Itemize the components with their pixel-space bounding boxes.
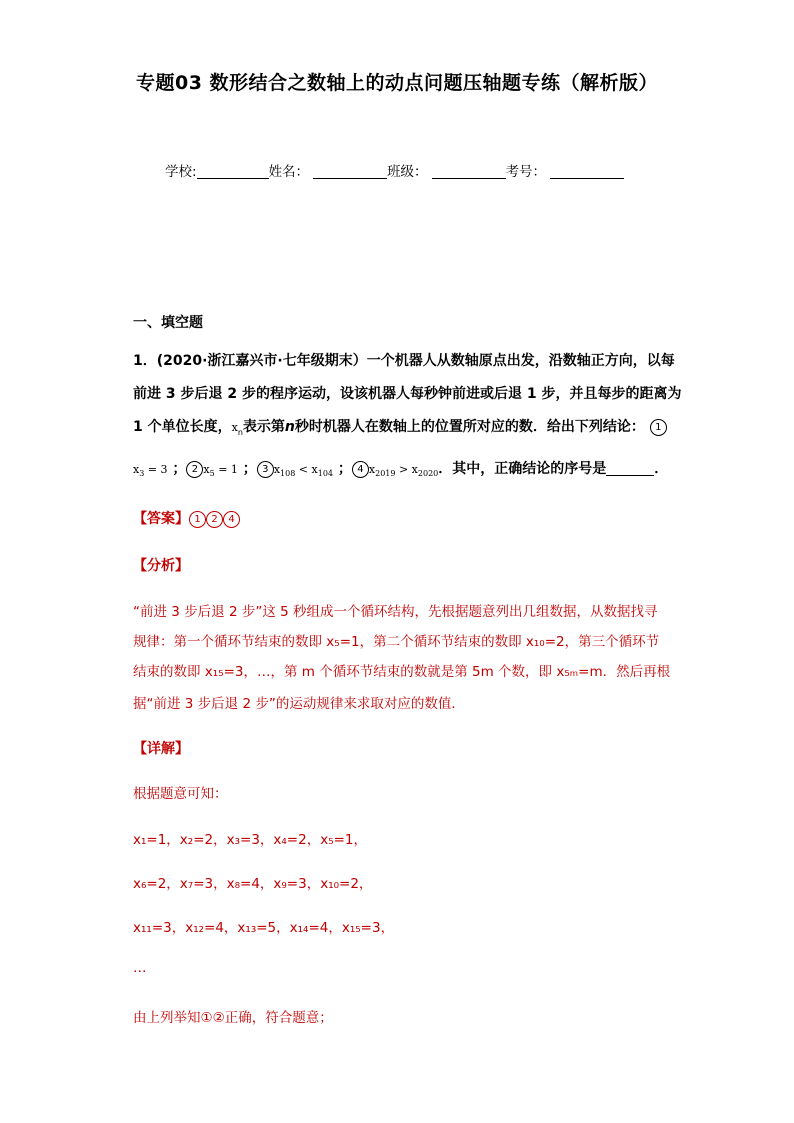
- number-blank: [550, 164, 624, 179]
- statement-1: $x_3 = 3$: [133, 463, 168, 479]
- detail-intro: 根据题意可知：: [133, 786, 228, 802]
- name-blank: [313, 164, 387, 179]
- class-blank: [432, 164, 506, 179]
- detail-row-3: x₁₁=3，x₁₂=4，x₁₃=5，x₁₄=4，x₁₅=3，: [133, 920, 395, 936]
- question-line-3: 1 个单位长度，$x_n$表示第n秒时机器人在数轴上的位置所对应的数．给出下列结论： 1: [133, 416, 663, 437]
- section-heading: 一、填空题: [133, 315, 203, 331]
- analysis-label: 【分析】: [133, 558, 189, 574]
- detail-conclusion: 由上列举知①②正确，符合题意；: [133, 1010, 333, 1026]
- analysis-line-2: 规律：第一个循环节结束的数即 x₅=1，第二个循环节结束的数即 x₁₀=2，第三个循环节: [133, 634, 660, 650]
- answer-blank: [606, 461, 654, 476]
- detail-ellipsis: …: [133, 960, 147, 976]
- answer-mark-1: 1: [189, 511, 206, 528]
- question-line-2: 前进 3 步后退 2 步的程序运动，设该机器人每秒钟前进或后退 1 步，并且每步的距离为: [133, 386, 682, 402]
- page-title: 专题03 数形结合之数轴上的动点问题压轴题专练（解析版）: [135, 72, 659, 94]
- question-line-4: $x_3 = 3$ ； 2 $x_5 = 1$ ； 3 $x_{108} < x_{104}$ ； 4 $x_{2019} > x_{2020}$．其中，正确结论的序号是 ．: [133, 461, 669, 479]
- statement-4: $x_{2019} > x_{2020}$: [368, 463, 439, 479]
- statement-2: $x_5 = 1$: [203, 463, 238, 479]
- student-info-line: [165, 160, 624, 180]
- detail-label: 【详解】: [133, 741, 189, 757]
- name-label: 姓名：: [268, 164, 310, 180]
- circled-three-icon: 3: [257, 461, 274, 478]
- answer-mark-4: 4: [223, 511, 240, 528]
- detail-row-2: x₆=2，x₇=3，x₈=4，x₉=3，x₁₀=2，: [133, 876, 373, 892]
- detail-row-1: x₁=1，x₂=2，x₃=3，x₄=2，x₅=1，: [133, 832, 368, 848]
- school-blank: [197, 164, 269, 179]
- answer-line: 【答案】 1 2 4: [133, 508, 240, 528]
- analysis-line-3: 结束的数即 x₁₅=3，…，第 m 个循环节结束的数就是第 5m 个数，即 x₅ₘ=m．然后再根: [133, 664, 671, 680]
- school-label: 学校:: [165, 164, 197, 180]
- analysis-line-1: “前进 3 步后退 2 步”这 5 秒组成一个循环结构，先根据题意列出几组数据，从数据找寻: [133, 604, 658, 620]
- answer-mark-2: 2: [206, 511, 223, 528]
- circled-one-icon: 1: [650, 419, 667, 436]
- question-line-1: 1．(2020·浙江嘉兴市·七年级期末）一个机器人从数轴原点出发，沿数轴正方向，以每: [133, 353, 675, 369]
- statement-3: $x_{108} < x_{104}$: [273, 463, 334, 479]
- analysis-line-4: 据“前进 3 步后退 2 步”的运动规律来求取对应的数值．: [133, 696, 465, 712]
- number-label: 考号：: [505, 164, 547, 180]
- class-label: 班级：: [387, 164, 428, 180]
- circled-two-icon: 2: [186, 461, 203, 478]
- circled-four-icon: 4: [352, 461, 369, 478]
